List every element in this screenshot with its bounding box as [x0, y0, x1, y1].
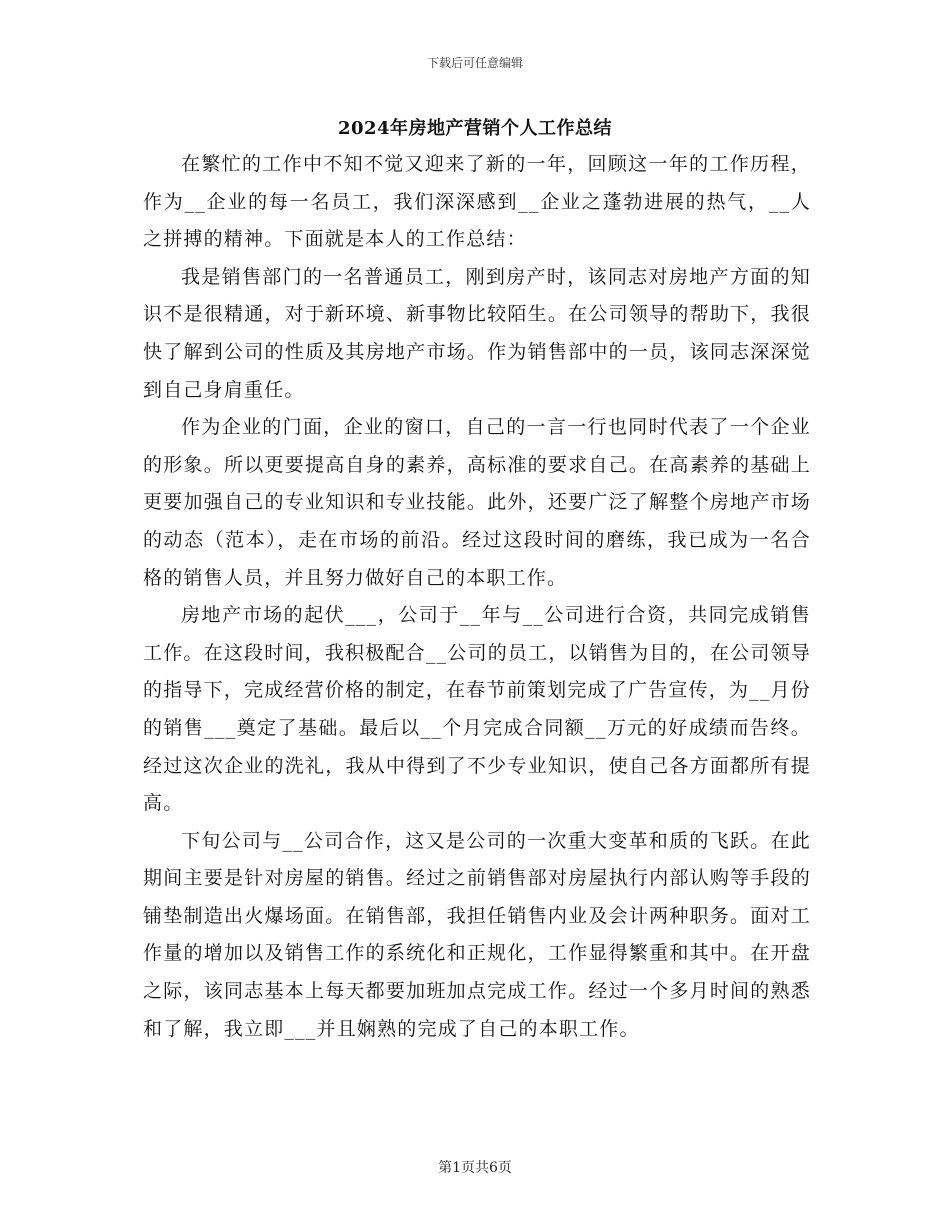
paragraph-intro: 在繁忙的工作中不知不觉又迎来了新的一年，回顾这一年的工作历程，作为__企业的每一名员工，我们深深感到__企业之蓬勃进展的热气，__人之拼搏的精神。下面就是本人的工作总结：	[143, 153, 811, 251]
document-title: 2024年房地产营销个人工作总结	[337, 118, 613, 139]
paragraph-market: 房地产市场的起伏___，公司于__年与__公司进行合资，共同完成销售工作。在这段时间，我积极配合__公司的员工，以销售为目的，在公司领导的指导下，完成经营价格的制定，在春节前策划完成了广告宣传，为__月份的销售___奠定了基础。最后以__个月完成合同额__万元的好成绩而告终。经过这次企业的洗礼，我从中得到了不少专业知识，使自己各方面都所有提高。	[143, 604, 811, 815]
paragraph-cooperation: 下旬公司与__公司合作，这又是公司的一次重大变革和质的飞跃。在此期间主要是针对房屋的销售。经过之前销售部对房屋执行内部认购等手段的铺垫制造出火爆场面。在销售部，我担任销售内业及会计两种职务。面对工作量的增加以及销售工作的系统化和正规化，工作显得繁重和其中。在开盘之际，该同志基本上每天都要加班加点完成工作。经过一个多月时间的熟悉和了解，我立即___并且娴熟的完成了自己的本职工作。	[143, 829, 811, 1040]
download-note: 下载后可任意编辑	[426, 56, 523, 70]
document-body	[143, 146, 811, 1048]
page-number: 第1页共6页	[438, 1160, 512, 1176]
paragraph-image: 作为企业的门面，企业的窗口，自己的一言一行也同时代表了一个企业的形象。所以更要提高自身的素养，高标准的要求自己。在高素养的基础上更要加强自己的专业知识和专业技能。此外，还要广泛了解整个房地产市场的动态（范本），走在市场的前沿。经过这段时间的磨练，我已成为一名合格的销售人员，并且努力做好自己的本职工作。	[143, 416, 811, 589]
paragraph-background: 我是销售部门的一名普通员工，刚到房产时，该同志对房地产方面的知识不是很精通，对于新环境、新事物比较陌生。在公司领导的帮助下，我很快了解到公司的性质及其房地产市场。作为销售部中的一员，该同志深深觉到自己身肩重任。	[143, 265, 811, 401]
